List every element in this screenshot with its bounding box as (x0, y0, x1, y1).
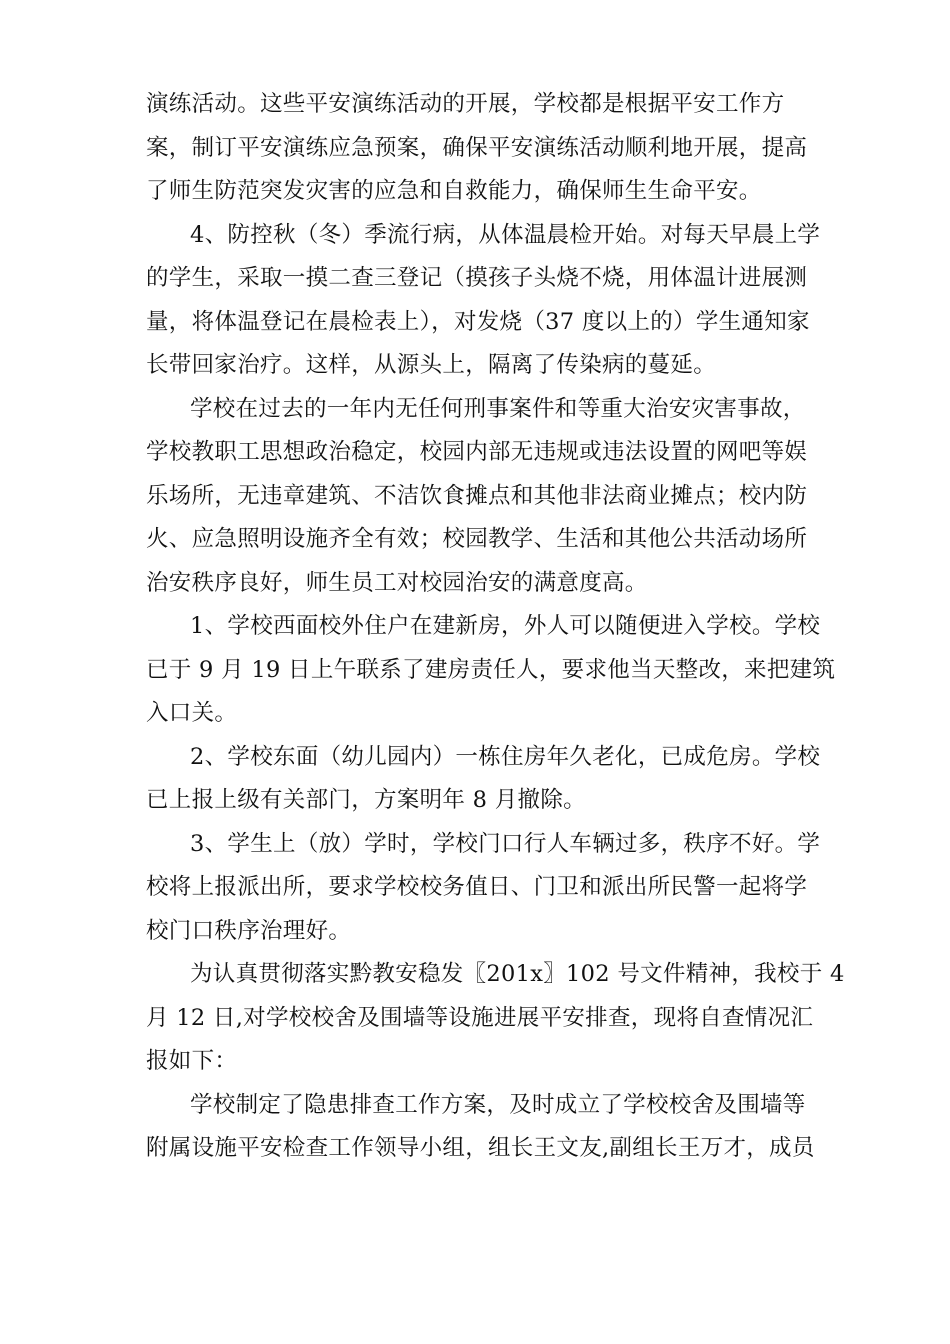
text-line: 治安秩序良好，师生员工对校园治安的满意度高。 (146, 569, 648, 596)
text-line: 附属设施平安检查工作领导小组，组长王文友,副组长王万才，成员 (146, 1135, 815, 1161)
text-line: 学校在过去的一年内无任何刑事案件和等重大治安灾害事故， (190, 395, 806, 422)
text-line: 入口关。 (146, 700, 238, 726)
text-line: 月 12 日,对学校校舍及围墙等设施进展平安排查，现将自查情况汇 (146, 1004, 814, 1031)
text-line: 报如下： (146, 1048, 238, 1074)
text-line: 量，将体温登记在晨检表上），对发烧（37 度以上的）学生通知家 (146, 308, 810, 335)
text-line: 的学生，采取一摸二查三登记（摸孩子头烧不烧，用体温计进展测 (146, 265, 808, 291)
text-line: 校将上报派出所，要求学校校务值日、门卫和派出所民警一起将学 (146, 874, 808, 900)
text-line: 校门口秩序治理好。 (146, 917, 352, 944)
text-line: 3、学生上（放）学时，学校门口行人车辆过多，秩序不好。学 (190, 830, 821, 857)
text-line: 4、防控秋（冬）季流行病，从体温晨检开始。对每天早晨上学 (190, 221, 821, 248)
text-line: 学校制定了隐患排查工作方案，及时成立了学校校舍及围墙等 (190, 1091, 806, 1118)
text-line: 案，制订平安演练应急预案，确保平安演练活动顺利地开展，提高 (146, 134, 808, 161)
text-line: 已上报上级有关部门，方案明年 8 月撤除。 (146, 787, 586, 813)
text-line: 演练活动。这些平安演练活动的开展，学校都是根据平安工作方 (146, 91, 785, 117)
text-line: 为认真贯彻落实黔教安稳发〖201x〗102 号文件精神，我校于 4 (190, 961, 845, 987)
text-line: 火、应急照明设施齐全有效；校园教学、生活和其他公共活动场所 (146, 526, 808, 552)
text-line: 了师生防范突发灾害的应急和自救能力，确保师生生命平安。 (146, 178, 762, 204)
document-body (146, 83, 845, 1171)
text-line: 长带回家治疗。这样，从源头上，隔离了传染病的蔓延。 (146, 352, 717, 378)
text-line: 1、学校西面校外住户在建新房，外人可以随便进入学校。学校 (190, 613, 821, 639)
text-line: 已于 9 月 19 日上午联系了建房责任人，要求他当天整改，来把建筑 (146, 656, 836, 683)
text-line: 学校教职工思想政治稳定，校园内部无违规或违法设置的网吧等娱 (146, 439, 808, 465)
text-line: 2、学校东面（幼儿园内）一栋住房年久老化，已成危房。学校 (190, 743, 821, 770)
text-line: 乐场所，无违章建筑、不洁饮食摊点和其他非法商业摊点；校内防 (146, 482, 808, 509)
